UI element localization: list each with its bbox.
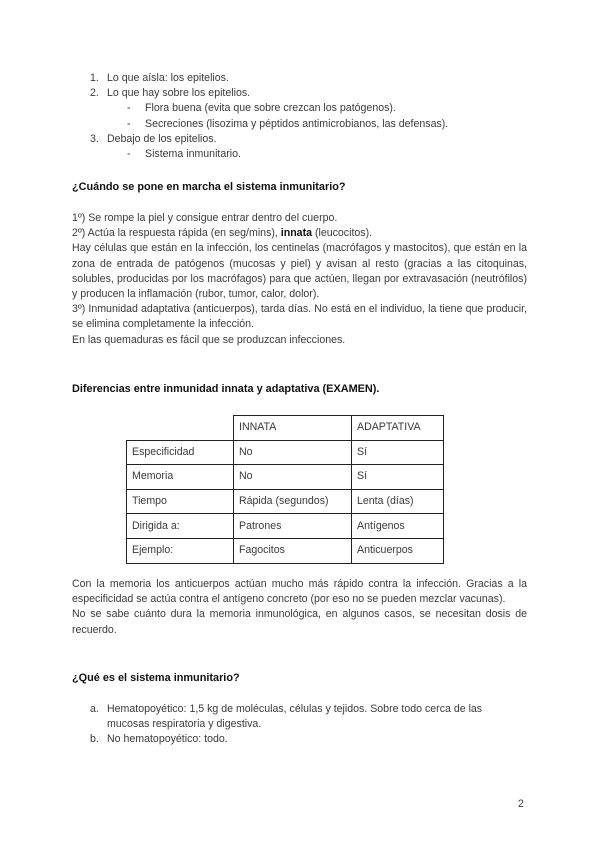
sublist-item	[107, 101, 530, 116]
sublist-item	[107, 147, 530, 162]
section-body	[72, 577, 527, 638]
list-item	[90, 702, 527, 732]
table-cell: Sí	[352, 465, 444, 490]
paragraph-text: (leucocitos).	[312, 227, 373, 240]
sublist-item	[107, 117, 530, 132]
list-marker: a.	[90, 703, 99, 715]
paragraph: 1º) Se rompe la piel y consigue entrar dentro del cuerpo.	[72, 212, 338, 224]
sublist-item-text: Secreciones (lisozima y péptidos antimicrobianos, las defensas).	[145, 117, 449, 130]
section-heading: ¿Cuándo se pone en marcha el sistema inmunitario?	[72, 181, 346, 193]
table-cell: No	[234, 440, 352, 465]
table-row	[127, 465, 444, 490]
list-item-text: Hematopoyético: 1,5 kg de moléculas, células y tejidos. Sobre todo cerca de las mucosas respiratoria y digestiva.	[107, 703, 483, 731]
table-cell: Anticuerpos	[352, 538, 444, 563]
table-cell: Ejemplo:	[127, 538, 234, 563]
section-body	[72, 211, 527, 348]
table-cell: Patrones	[234, 514, 352, 539]
list-item-text: Lo que hay sobre los epitelios.	[107, 87, 251, 100]
section-heading: ¿Qué es el sistema inmunitario?	[72, 672, 240, 684]
table-row	[127, 514, 444, 539]
table-cell: Tiempo	[127, 489, 234, 514]
table-row	[127, 440, 444, 465]
immune-system-list	[90, 702, 527, 748]
table-cell: No	[234, 465, 352, 490]
paragraph-text: 2º) Actúa la respuesta rápida (en seg/mins),	[72, 227, 281, 240]
paragraph: No se sabe cuánto dura la memoria inmunológica, en algunos casos, se necesitan dosis de recuerdo.	[72, 608, 527, 636]
list-item	[90, 86, 530, 132]
table-cell: Dirigida a:	[127, 514, 234, 539]
table-row	[127, 538, 444, 563]
list-marker: 2.	[90, 87, 99, 100]
paragraph: Con la memoria los anticuerpos actúan mucho más rápido contra la infección. Gracias a la especificidad se actúa contra el antígeno concreto (por eso no se pueden mezclar vacunas).	[72, 578, 527, 606]
dash-marker: -	[127, 102, 131, 115]
page-number: 2	[518, 798, 524, 810]
table-header-row	[127, 416, 444, 441]
sublist-item-text: Flora buena (evita que sobre crezcan los patógenos).	[145, 102, 396, 115]
comparison-table	[126, 415, 444, 564]
table-header-cell: ADAPTATIVA	[352, 416, 444, 441]
bold-term: innata	[280, 227, 312, 240]
list-item	[90, 732, 527, 747]
table-cell: Sí	[352, 440, 444, 465]
table-header-cell: INNATA	[234, 416, 352, 441]
dash-marker: -	[127, 148, 131, 161]
list-item-text: Debajo de los epitelios.	[107, 132, 217, 145]
list-marker: 1.	[90, 72, 99, 84]
table-header-cell	[127, 416, 234, 441]
epithelium-list	[90, 71, 530, 162]
list-item-text: Lo que aísla: los epitelios.	[107, 72, 229, 84]
table-cell: Especificidad	[127, 440, 234, 465]
table-cell: Rápida (segundos)	[234, 489, 352, 514]
table-cell: Fagocitos	[234, 538, 352, 563]
list-marker: b.	[90, 733, 99, 746]
paragraph: Hay células que están en la infección, los centinelas (macrófagos y mastocitos), que están en la zona de entrada de patógenos (mucosas y piel) y avisan al resto (gracias a las citoquinas, solubles, producidas por los macrófagos) para que actúen, llegan por extravasación (neutrófilos) y producen la inflamación (rubor, tumor, calor, dolor).	[72, 242, 527, 301]
section-heading: Diferencias entre inmunidad innata y adaptativa (EXAMEN).	[72, 383, 380, 395]
dash-marker: -	[127, 117, 131, 130]
paragraph: 3º) Inmunidad adaptativa (anticuerpos), tarda días. No está en el individuo, la tiene que producir, se elimina completamente la infección.	[72, 303, 527, 331]
table-row	[127, 489, 444, 514]
paragraph: En las quemaduras es fácil que se produzcan infecciones.	[72, 333, 346, 346]
list-marker: 3.	[90, 132, 99, 145]
table-cell: Memoria	[127, 465, 234, 490]
table-cell: Lenta (días)	[352, 489, 444, 514]
paragraph	[72, 226, 527, 241]
sublist	[107, 147, 530, 162]
sublist	[107, 101, 530, 131]
list-item-text: No hematopoyético: todo.	[107, 733, 228, 746]
list-item	[90, 132, 530, 162]
table-cell: Antígenos	[352, 514, 444, 539]
list-item	[90, 71, 530, 86]
sublist-item-text: Sistema inmunitario.	[145, 148, 241, 161]
